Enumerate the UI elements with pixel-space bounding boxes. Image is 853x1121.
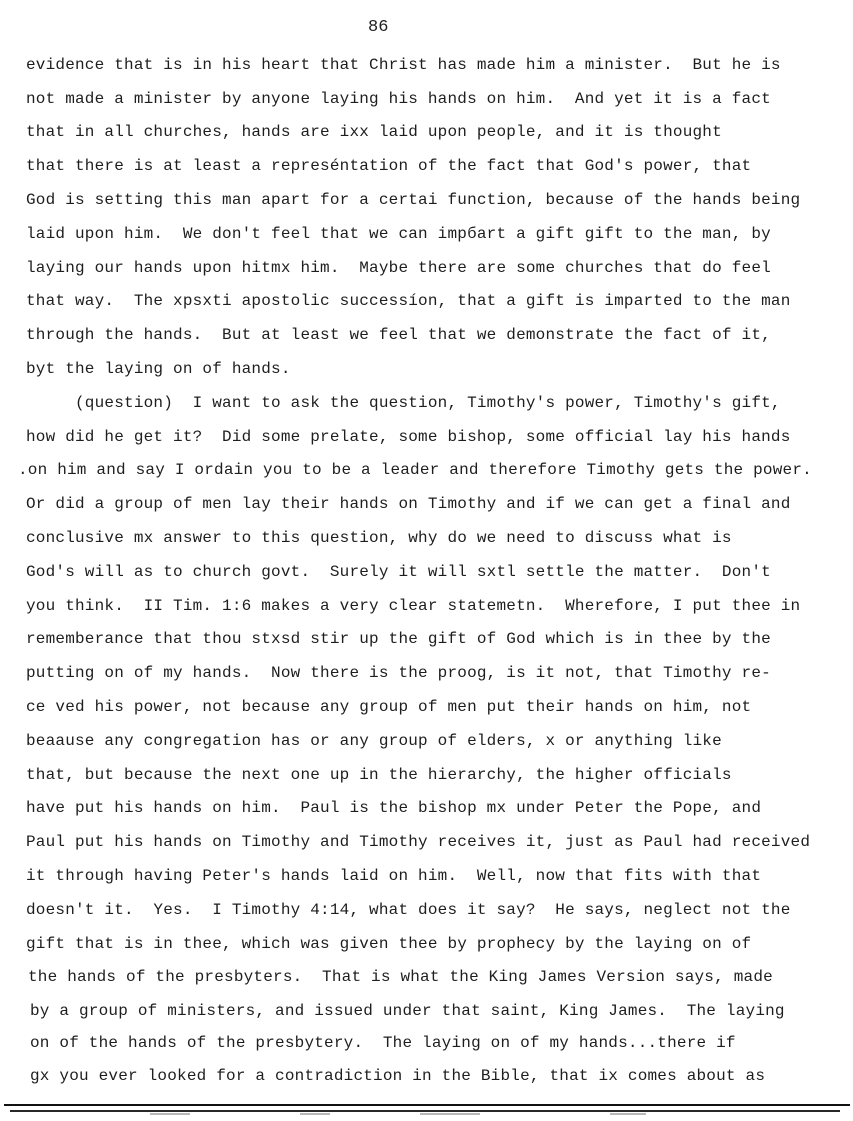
text-line: evidence that is in his heart that Christ has made him a minister. But he is <box>26 56 781 74</box>
text-line: by a group of ministers, and issued under that saint, King James. The laying <box>30 1002 785 1020</box>
page-number: 86 <box>368 18 389 37</box>
text-line: through the hands. But at least we feel that we demonstrate the fact of it, <box>26 326 771 344</box>
text-line: God's will as to church govt. Surely it will sxtl settle the matter. Don't <box>26 563 771 581</box>
bottom-edge-rule <box>10 1110 840 1112</box>
text-line: rememberance that thou stxsd stir up the gift of God which is in thee by the <box>26 630 771 648</box>
scan-smudge <box>300 1113 330 1115</box>
text-line: that, but because the next one up in the hierarchy, the higher officials <box>26 766 732 784</box>
text-line: how did he get it? Did some prelate, some bishop, some official lay his hands <box>26 428 791 446</box>
text-line: laid upon him. We don't feel that we can impбart a gift gift to the man, by <box>26 225 771 243</box>
text-line: doesn't it. Yes. I Timothy 4:14, what does it say? He says, neglect not the <box>26 901 791 919</box>
text-line: beaause any congregation has or any group of elders, x or anything like <box>26 732 722 750</box>
scan-smudge <box>610 1113 646 1115</box>
text-line: it through having Peter's hands laid on him. Well, now that fits with that <box>26 867 762 885</box>
text-line: byt the laying on of hands. <box>26 360 291 378</box>
scan-smudge <box>150 1113 190 1115</box>
text-line: you think. II Tim. 1:6 makes a very clear statemetn. Wherefore, I put thee in <box>26 597 801 615</box>
text-line: laying our hands upon hitmx him. Maybe there are some churches that do feel <box>26 259 771 277</box>
text-line: that way. The xpsxti apostolic successíon, that a gift is imparted to the man <box>26 292 791 310</box>
text-line: God is setting this man apart for a certai function, because of the hands being <box>26 191 801 209</box>
text-line: Paul put his hands on Timothy and Timothy receives it, just as Paul had received <box>26 833 811 851</box>
text-line: gx you ever looked for a contradiction in the Bible, that ix comes about as <box>30 1067 766 1085</box>
text-line: on of the hands of the presbytery. The laying on of my hands...there if <box>30 1034 736 1052</box>
text-line: the hands of the presbyters. That is what the King James Version says, made <box>28 968 773 986</box>
text-line: that in all churches, hands are ixx laid upon people, and it is thought <box>26 123 722 141</box>
text-line: that there is at least a represéntation of the fact that God's power, that <box>26 157 752 175</box>
text-line: .on him and say I ordain you to be a leader and therefore Timothy gets the power. <box>18 461 812 479</box>
text-line: not made a minister by anyone laying his hands on him. And yet it is a fact <box>26 90 771 108</box>
text-line: Or did a group of men lay their hands on Timothy and if we can get a final and <box>26 495 791 513</box>
text-line: gift that is in thee, which was given thee by prophecy by the laying on of <box>26 935 752 953</box>
text-line: ce ved his power, not because any group of men put their hands on him, not <box>26 698 752 716</box>
text-line: (question) I want to ask the question, Timothy's power, Timothy's gift, <box>26 394 781 412</box>
scan-smudge <box>420 1113 480 1115</box>
text-line: have put his hands on him. Paul is the bishop mx under Peter the Pope, and <box>26 799 762 817</box>
bottom-edge-rule <box>4 1104 850 1106</box>
text-line: conclusive mx answer to this question, why do we need to discuss what is <box>26 529 732 547</box>
text-line: putting on of my hands. Now there is the proog, is it not, that Timothy re- <box>26 664 771 682</box>
